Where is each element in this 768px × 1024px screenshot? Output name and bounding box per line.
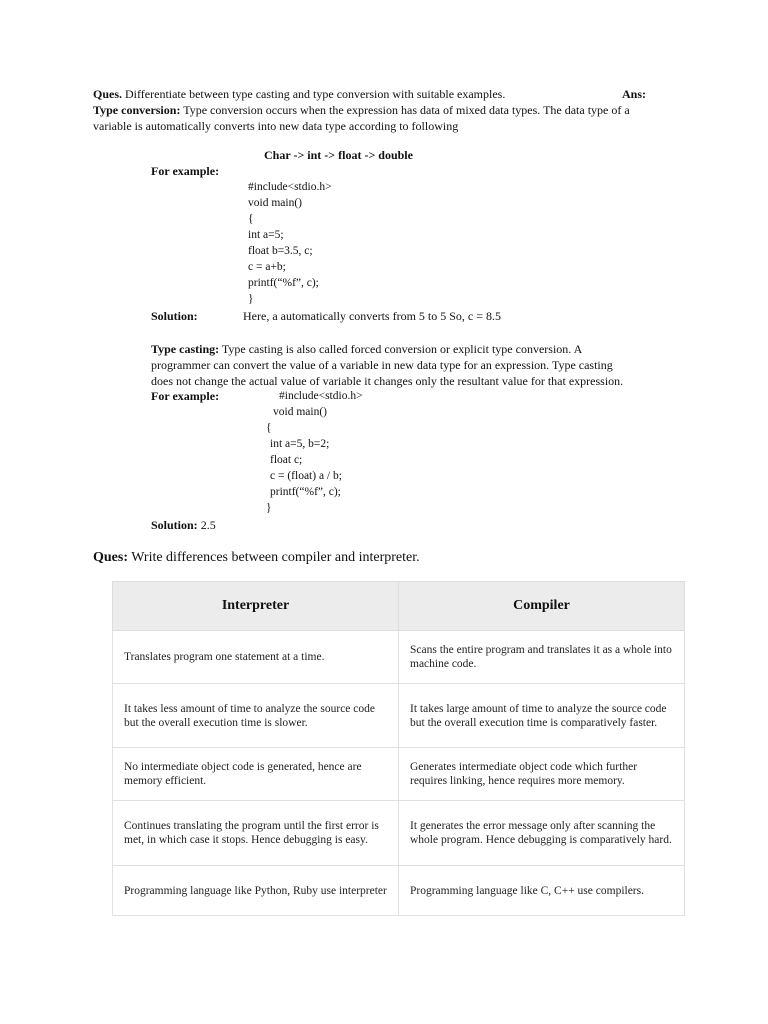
table-row [113, 631, 685, 684]
table-cell-interpreter: Continues translating the program until the first error is met, in which case it stops. Hence debugging is easy. [113, 801, 399, 866]
solution-line [151, 517, 216, 533]
code-line: int a=5; [248, 229, 284, 241]
solution-label: Solution: [151, 309, 198, 323]
table-row [113, 866, 685, 916]
answer-label: Ans: [622, 87, 647, 101]
code-line: #include<stdio.h> [248, 181, 332, 193]
type-conversion-definition [93, 102, 630, 118]
code-line: { [266, 422, 272, 434]
example-label: For example: [151, 164, 220, 178]
table-cell-compiler: Programming language like C, C++ use compilers. [399, 866, 685, 916]
question-label: Ques. [93, 87, 123, 101]
question-label: Ques: [93, 550, 128, 565]
question-1 [93, 86, 505, 102]
column-header-compiler: Compiler [399, 582, 685, 631]
type-casting-definition [151, 341, 582, 357]
table-row [113, 801, 685, 866]
type-hierarchy: Char -> int -> float -> double [264, 148, 413, 162]
code-line: #include<stdio.h> [279, 390, 363, 402]
question-2 [93, 549, 420, 567]
code-line: void main() [273, 406, 327, 418]
code-line: printf(“%f”, c); [270, 486, 341, 498]
type-casting-text: Type casting is also called forced conversion or explicit type conversion. A [219, 342, 583, 356]
code-line: float b=3.5, c; [248, 245, 313, 257]
column-header-interpreter: Interpreter [113, 582, 399, 631]
code-line: c = a+b; [248, 261, 286, 273]
type-conversion-label: Type conversion: [93, 103, 181, 117]
solution-text: Here, a automatically converts from 5 to 5 So, c = 8.5 [243, 309, 502, 323]
code-line: float c; [270, 454, 303, 466]
type-casting-line-3: does not change the actual value of variable it changes only the resultant value for that expression. [151, 374, 624, 388]
table-cell-interpreter: It takes less amount of time to analyze the source code but the overall execution time is slower. [113, 684, 399, 748]
code-line: void main() [248, 197, 302, 209]
table-cell-compiler: Scans the entire program and translates it as a whole into machine code. [399, 631, 685, 684]
table-cell-compiler: Generates intermediate object code which further requires linking, hence requires more memory. [399, 748, 685, 801]
code-line: int a=5, b=2; [270, 438, 330, 450]
code-line: } [248, 293, 254, 305]
table-header-row [113, 582, 685, 631]
code-line: { [248, 213, 254, 225]
solution-text: 2.5 [197, 518, 216, 532]
table-cell-compiler: It generates the error message only after scanning the whole program. Hence debugging is comparatively hard. [399, 801, 685, 866]
code-line: c = (float) a / b; [270, 470, 342, 482]
type-casting-line-2: programmer can convert the value of a variable in new data type for an expression. Type casting [151, 358, 613, 372]
table-row [113, 684, 685, 748]
code-line: } [266, 502, 272, 514]
comparison-table [112, 581, 685, 916]
solution-label: Solution: [151, 518, 198, 532]
table-cell-interpreter: Programming language like Python, Ruby use interpreter [113, 866, 399, 916]
example-label: For example: [151, 389, 220, 403]
code-line: printf(“%f”, c); [248, 277, 319, 289]
question-text: Differentiate between type casting and type conversion with suitable examples. [122, 87, 506, 101]
table-cell-interpreter: Translates program one statement at a time. [113, 631, 399, 684]
table-row [113, 748, 685, 801]
table-cell-compiler: It takes large amount of time to analyze the source code but the overall execution time is comparatively faster. [399, 684, 685, 748]
question-text: Write differences between compiler and interpreter. [128, 550, 420, 565]
type-conversion-text: Type conversion occurs when the expression has data of mixed data types. The data type of a [180, 103, 630, 117]
type-casting-label: Type casting: [151, 342, 220, 356]
table-cell-interpreter: No intermediate object code is generated, hence are memory efficient. [113, 748, 399, 801]
type-conversion-line-2: variable is automatically converts into new data type according to following [93, 119, 459, 133]
